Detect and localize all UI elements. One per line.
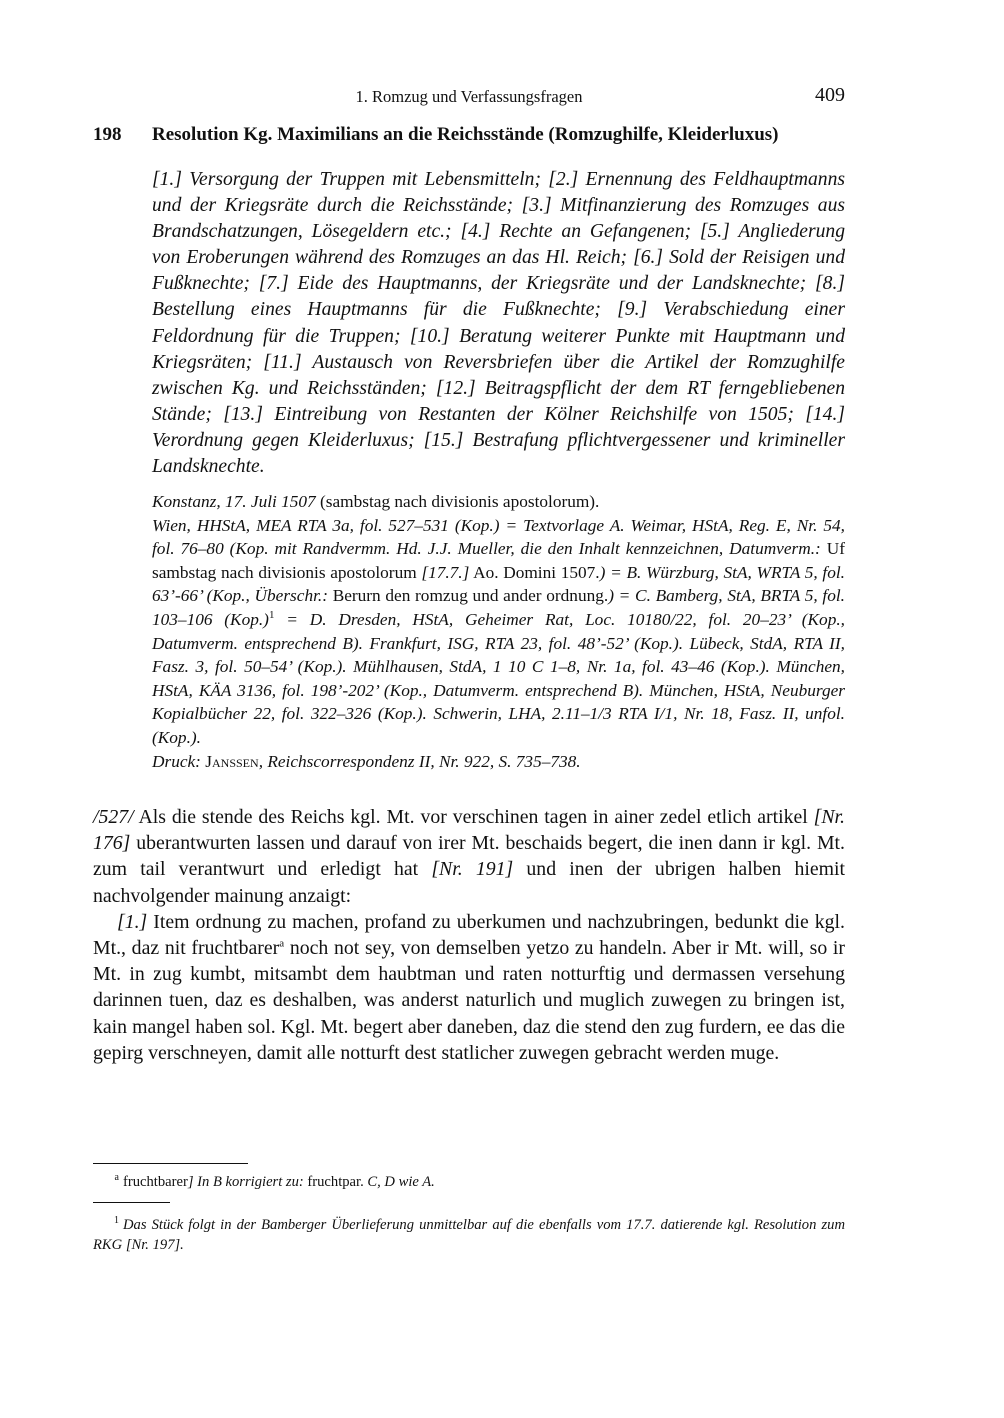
text-segment: [Nr. 191] — [431, 858, 514, 881]
text-segment: noch not sey, von demselben yetzo zu handeln. Aber ir Mt. will, so ir Mt. in zug kumbt, mitsambt dem haubtman und raten notturftig und dermassen versehung darinnen tuen, daz es deshalben, was anderst naturlich und muglich zuwegen zu bringen ist, kain mangel haben sol. Kgl. Mt. begert aber daneben, daz die stend den zug furdern, ee das die gepirg verschneyen, damit alle notturft dest statlicher zuwegen gebracht werden muge. — [93, 937, 845, 1064]
text-segment: und inen der ubrigen halben hiemit nachvolgender mainung anzaigt: — [93, 858, 845, 907]
footnote-rule-textual — [93, 1163, 248, 1164]
text-segment: C, D wie A. — [367, 1173, 435, 1190]
witness-list — [152, 514, 845, 750]
text-segment: Wien, HHStA, MEA RTA 3a, fol. 527–531 (Kop.) = Textvorlage A. Weimar, HStA, Reg. E, Nr. 54, fol. 76–80 (Kop. mit Randvermm. Hd. J.J. Mueller, die den Inhalt kennzeichnen, Datumverm.: — [152, 515, 845, 559]
text-segment: [1.] — [117, 910, 148, 933]
footnote-rule-commentary — [93, 1202, 170, 1203]
text-segment: ) = C. Bamberg, StA, BRTA 5, fol. 103–106 (Kop.) — [152, 586, 845, 629]
page-number: 409 — [815, 84, 845, 106]
running-head-title: 1. Romzug und Verfassungsfragen — [355, 87, 583, 106]
footnote-marker: a — [114, 1172, 119, 1183]
date-line — [152, 490, 845, 514]
text-segment: Druck: — [152, 751, 201, 771]
text-segment: Ao. Domini 1507. — [469, 562, 600, 582]
text-segment: uberantwurten lassen und darauf von irer Mt. beschaids begert, die inen dann ir kgl. Mt. zum tail verantwurt und erledigt hat — [93, 832, 845, 881]
text-segment: ] In B korrigiert zu: — [187, 1173, 304, 1190]
footnote-1 — [93, 1211, 845, 1255]
text-segment: = D. Dresden, HStA, Geheimer Rat, Loc. 10180/22, fol. 20–23’ (Kop., Datumverm. entsprechend B). Frankfurt, ISG, RTA 23, fol. 48’-52’ (Kop.). Lübeck, StdA, RTA II, Fasz. 3, fol. 50–54’ (Kop.). Mühlhausen, StdA, 1 10 C 1–8, Nr. 1a, fol. 43–46 (Kop.). München, HStA, KÄA 3136, fol. 198’-202’ (Kop., Datumverm. entsprechend B). München, HStA, Neuburger Kopialbücher 22, fol. 322–326 (Kop.). Schwerin, LHA, 2.11–1/3 RTA I/1, Nr. 18, Fasz. II, unfol. (Kop.). — [152, 609, 845, 747]
text-segment: (sambstag nach divisionis apostolorum). — [315, 492, 600, 511]
document-title: Resolution Kg. Maximilians an die Reichsstände (Romzughilfe, Kleiderluxus) — [152, 124, 779, 145]
text-segment: Janssen — [200, 751, 259, 771]
document-number: 198 — [93, 124, 122, 145]
text-segment: Als die stende des Reichs kgl. Mt. vor verschinen tagen in ainer zedel etlich artikel — [133, 806, 814, 828]
running-head — [93, 84, 845, 108]
text-segment: Uf sambstag nach divisionis apostolorum — [152, 539, 845, 582]
text-segment: [Nr. 176] — [93, 806, 845, 855]
footnote-marker: 1 — [114, 1215, 119, 1226]
text-segment: /527/ — [93, 806, 134, 828]
text-segment: ) = B. Würzburg, StA, WRTA 5, fol. 63’-66’ (Kop., Überschr.: — [152, 562, 845, 606]
text-segment: fruchtbarer — [123, 1173, 188, 1190]
text-segment: fruchtpar. — [303, 1173, 368, 1190]
text-segment: Berurn den romzug und ander ordnung. — [327, 586, 609, 606]
summary-regest: [1.] Versorgung der Truppen mit Lebensmitteln; [2.] Ernennung des Feldhauptmanns und der Kriegsräte durch die Reichsstände; [3.] Mitfinanzierung des Romzuges aus Brandschatzungen, Lösegeldern etc.; [4.] Rechte an Gefangenen; [5.] Angliederung von Eroberungen während des Romzuges an das Hl. Reich; [6.] Sold der Reisigen und Fußknechte; [7.] Eide des Hauptmanns, der Kriegsräte und der Landsknechte; [8.] Bestellung eines Hauptmanns für die Fußknechte; [9.] Verabschiedung einer Feldordnung für die Truppen; [10.] Beratung weiterer Punkte mit Hauptmann und Kriegsräten; [11.] Austausch von Reversbriefen über die Artikel der Romzughilfe zwischen Kg. und Reichsständen; [12.] Beitragspflicht der dem RT ferngebliebenen Stände; [13.] Eintreibung von Restanten der Kölner Reichshilfe von 1505; [14.] Verordnung gegen Kleiderluxus; [15.] Bestrafung pflichtvergessener und krimineller Landsknechte. — [152, 169, 845, 478]
source-apparatus — [152, 490, 845, 773]
body-paragraph-1 — [93, 909, 845, 1066]
main-text — [93, 804, 845, 1066]
footnote-marker: 1 — [268, 609, 275, 622]
text-segment: , Reichscorrespondenz II, Nr. 922, S. 735–738. — [258, 751, 581, 771]
text-segment: Konstanz, 17. Juli 1507 — [152, 492, 316, 511]
text-segment: Das Stück folgt in der Bamberger Überlieferung unmittelbar auf die ebenfalls vom 17.7. datierende kgl. Resolution zum RKG [Nr. 197]. — [93, 1216, 845, 1253]
text-segment: Item ordnung zu machen, profand zu uberkumen und nachzubringen, bedunkt die kgl. Mt., daz nit fruchtbarer — [93, 910, 845, 960]
text-segment: [17.7.] — [421, 562, 470, 582]
body-paragraph-intro — [93, 804, 845, 909]
print-reference — [152, 750, 845, 774]
footnote-a — [93, 1168, 845, 1192]
footnote-marker: a — [279, 937, 285, 950]
